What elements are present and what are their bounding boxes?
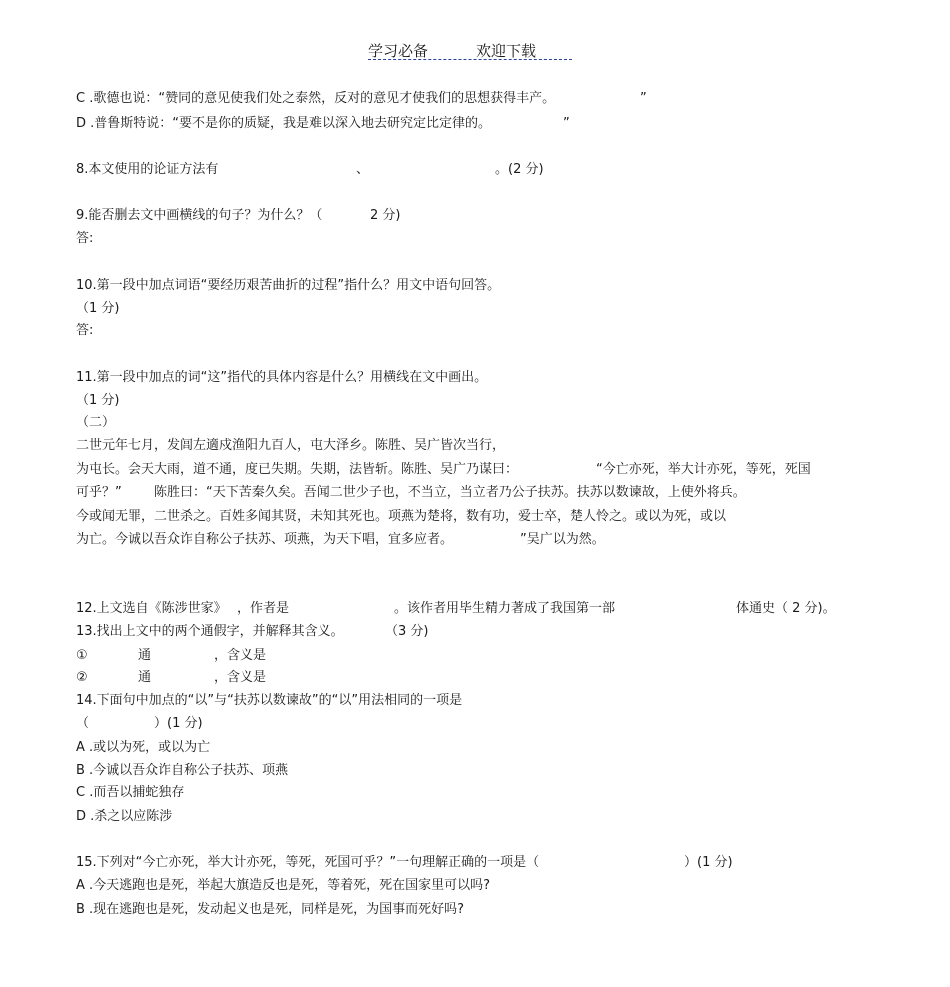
paren-open: （: [76, 716, 90, 731]
option-a: A .今天逃跑也是死，举起大旗造反也是死，等着死，死在国家里可以吗?: [76, 878, 491, 893]
option-d-proust: D .普鲁斯特说：“要不是你的质疑，我是难以深入地去研究定比定律的。: [76, 116, 492, 131]
passage-line: 二世元年七月，发闾左適戍渔阳九百人，屯大泽乡。陈胜、吴广皆次当行，: [76, 438, 506, 453]
passage-line: ”吴广以为然。: [520, 532, 605, 547]
section-2-heading: （二）: [76, 415, 116, 430]
item-text: ，含义是: [214, 648, 267, 663]
question-10-score: （1 分): [76, 301, 120, 316]
question-13-score: （3 分): [385, 624, 429, 639]
item-text: 通: [138, 648, 152, 663]
passage-line: 陈胜曰：“天下苦秦久矣。吾闻二世少子也，不当立，当立者乃公子扶苏。扶苏以数谏故，上使外将兵。: [154, 485, 746, 500]
question-9-score: 2 分): [370, 208, 401, 223]
item-text: ，含义是: [214, 670, 267, 685]
header-underline: [368, 59, 572, 60]
option-d: D .杀之以应陈涉: [76, 809, 173, 824]
question-12-score: 体通史（ 2 分)。: [736, 601, 836, 616]
question-8: 8.本文使用的论证方法有: [76, 162, 219, 177]
answer-label: 答:: [76, 323, 94, 338]
passage-line: 为亡。今诚以吾众诈自称公子扶苏、项燕，为天下唱，宜多应者。: [76, 532, 454, 547]
option-b: B .现在逃跑也是死，发动起义也是死，同样是死，为国事而死好吗?: [76, 902, 465, 917]
question-14: 14.下面句中加点的“以”与“扶苏以数谏故”的“以”用法相同的一项是: [76, 693, 463, 708]
option-c: C .而吾以捕蛇独存: [76, 785, 185, 800]
closing-quote: ”: [640, 91, 647, 106]
separator: 、: [356, 162, 370, 177]
header-left-text: 学习必备: [368, 42, 429, 60]
question-8-score: 。(2 分): [495, 162, 544, 177]
question-12: 12.上文选自《陈涉世家》: [76, 601, 227, 616]
question-9: 9.能否删去文中画横线的句子？为什么？（: [76, 208, 323, 223]
question-11: 11.第一段中加点的词“这”指代的具体内容是什么？用横线在文中画出。: [76, 370, 488, 385]
passage-line: 可乎？”: [76, 485, 122, 500]
header-right-text: 欢迎下载: [476, 42, 537, 60]
passage-line: 为屯长。会天大雨，道不通，度已失期。失期，法皆斩。陈胜、吴广乃谋曰：: [76, 462, 519, 477]
option-c-goethe: C .歌德也说：“赞同的意见使我们处之泰然，反对的意见才使我们的思想获得丰产。: [76, 91, 556, 106]
question-15: 15.下列对“今亡亦死，举大计亦死，等死，死国可乎？”一句理解正确的一项是（: [76, 855, 540, 870]
option-a: A .或以为死，或以为亡: [76, 740, 211, 755]
question-14-score: ）(1 分): [154, 716, 203, 731]
item-marker: ①: [76, 648, 88, 663]
question-15-score: ）(1 分): [684, 855, 733, 870]
question-11-score: （1 分): [76, 393, 120, 408]
question-12-part: 。该作者用毕生精力著成了我国第一部: [394, 601, 616, 616]
closing-quote: ”: [563, 116, 570, 131]
question-13: 13.找出上文中的两个通假字，并解释其含义。: [76, 624, 344, 639]
passage-line: 今或闻无罪，二世杀之。百姓多闻其贤，未知其死也。项燕为楚将，数有功，爱士卒，楚人怜之。或以为死，或以: [76, 509, 727, 524]
question-12-part: ，作者是: [237, 601, 290, 616]
answer-label: 答:: [76, 231, 94, 246]
item-text: 通: [138, 670, 152, 685]
option-b: B .今诚以吾众诈自称公子扶苏、项燕: [76, 763, 289, 778]
item-marker: ②: [76, 670, 88, 685]
question-10: 10.第一段中加点词语“要经历艰苦曲折的过程”指什么？用文中语句回答。: [76, 278, 501, 293]
passage-line: “今亡亦死，举大计亦死，等死，死国: [596, 462, 811, 477]
page-header: [368, 40, 574, 60]
